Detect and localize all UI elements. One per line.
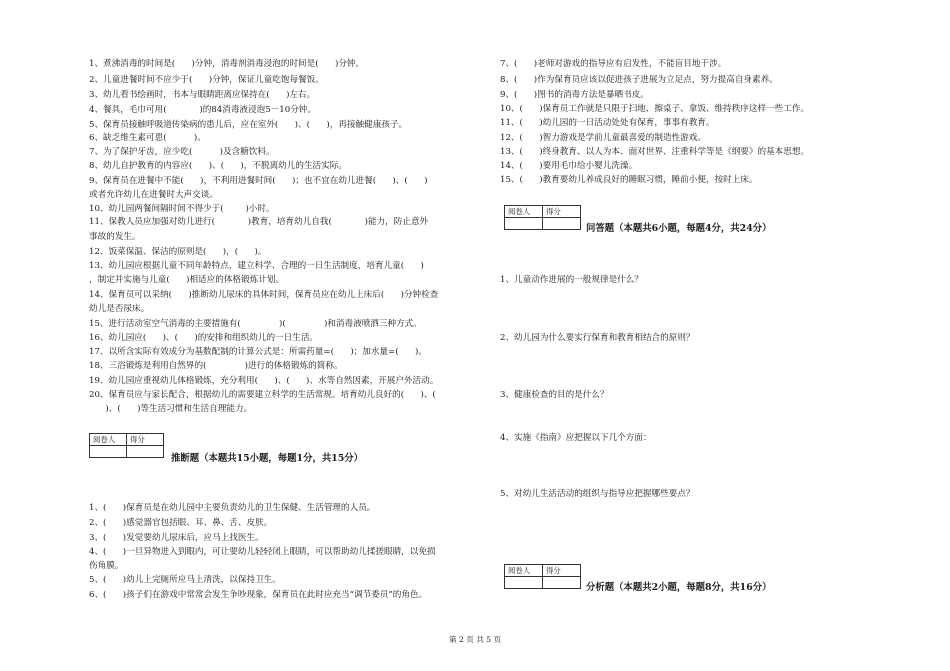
fill-question-14: 14、保育员可以采纳( )推断幼儿尿床的具体时间，保育员应在幼儿上床后( )分钟检查 (89, 290, 439, 300)
reviewer-label: 阅卷人 (505, 565, 543, 577)
fill-question-11-cont: 事故的发生。 (89, 232, 141, 242)
fill-question-10: 10、幼儿园两餐间隔时间不得少于( )小时。 (89, 204, 275, 214)
score-label: 得分 (543, 206, 581, 218)
score-box-qa (504, 205, 581, 230)
analysis-section-title: 分析题（本题共2小题，每题8分，共16分） (586, 582, 772, 593)
judge-question-2: 2、( )感觉器官包括眼、耳、鼻、舌、皮肤。 (89, 518, 273, 528)
judge-question-3: 3、( )发觉要幼儿尿床后，应马上找医生。 (89, 533, 264, 543)
fill-question-9: 9、保育员在进餐中不能( )，不利用进餐时间( )；也不宜在幼儿进餐( )、( ) (89, 176, 428, 186)
fill-question-18: 18、三浴锻炼是利用自然界的( )进行的体格锻炼的简称。 (89, 361, 343, 371)
qa-question-4: 4、实施《指南》应把握以下几个方面： (500, 433, 652, 443)
fill-question-1: 1、煮沸消毒的时间是( )分钟，消毒剂消毒浸泡的时间是( )分钟。 (89, 59, 365, 69)
fill-question-3: 3、幼儿看书绘画时，书本与眼睛距离应保持在( )左右。 (89, 90, 316, 100)
score-box-analysis (504, 564, 581, 589)
judge-question-6: 6、( )孩子们在游戏中常常会发生争吵现象，保育员在此时应充当“调节委员”的角色。 (89, 590, 428, 600)
judge-question-9: 9、( )图书的消毒方法是暴晒书皮。 (500, 90, 649, 100)
score-cell[interactable] (543, 577, 581, 589)
fill-question-14-cont: 幼儿是否尿床。 (89, 304, 150, 314)
fill-question-2: 2、儿童进餐时间不应少于( )分钟，保证儿童吃饱每餐饭。 (89, 75, 324, 85)
reviewer-label: 阅卷人 (90, 434, 127, 446)
fill-question-9-cont: 或者允许幼儿在进餐时大声交谈。 (89, 190, 218, 200)
fill-question-8: 8、幼儿自护教育的内容应( )、( )，不脱离幼儿的生活实际。 (89, 161, 347, 171)
fill-question-20-cont: )、( )等生活习惯和生活自理能力。 (89, 404, 253, 414)
fill-question-7: 7、为了保护牙齿，应少吃( )及含糖饮料。 (89, 147, 275, 157)
fill-question-17: 17、以所含实际有效成分为基数配制的计算公式是：所需药量=( )；加水量=( )。 (89, 347, 427, 357)
page-footer: 第 2 页 共 5 页 (448, 635, 502, 644)
judge-question-4: 4、( )一旦异物进入到眼内，可让要幼儿轻轻闭上眼睛，可以帮助幼儿揉搓眼睛，以免损 (89, 547, 436, 557)
qa-question-1: 1、儿童动作进展的一般规律是什么？ (500, 275, 643, 285)
reviewer-cell[interactable] (90, 446, 127, 458)
fill-question-4: 4、餐具，毛巾可用( )的84消毒液浸泡5－10分钟。 (89, 105, 316, 115)
fill-question-6: 6、缺乏维生素可患( )。 (89, 133, 206, 143)
score-label: 得分 (543, 565, 581, 577)
fill-question-19: 19、幼儿园应重视幼儿体格锻炼，充分利用( )、( )、水等自然因素，开展户外活动。 (89, 376, 439, 386)
score-box-judge (89, 433, 164, 458)
judge-question-15: 15、( )教育要幼儿养成良好的睡眠习惯，睡前小便，按时上床。 (500, 175, 758, 185)
judge-section-title: 推断题（本题共15小题，每题1分，共15分） (171, 453, 363, 464)
qa-question-2: 2、幼儿园为什么要实行保育和教育相结合的原则？ (500, 333, 695, 343)
judge-question-4-cont: 伤角膜。 (89, 561, 124, 571)
fill-question-15: 15、进行活动室空气消毒的主要措施有( )( )和消毒液喷洒三种方式。 (89, 319, 422, 329)
qa-section-title: 问答题（本题共6小题，每题4分，共24分） (586, 223, 772, 234)
fill-question-20: 20、保育员应与家长配合，根据幼儿的需要建立科学的生活常规。培育幼儿良好的( )、( (89, 390, 436, 400)
judge-question-7: 7、( )老师对游戏的指导应有启发性，不能盲目地干涉。 (500, 59, 727, 69)
fill-question-12: 12、饭菜保温、保洁的原则是( )，( )。 (89, 247, 267, 257)
judge-question-5: 5、( )幼儿上完厕所应马上清洗，以保持卫生。 (89, 575, 281, 585)
judge-question-8: 8、( )作为保育员应该以促进孩子进展为立足点，努力提高自身素养。 (500, 75, 778, 85)
reviewer-cell[interactable] (505, 577, 543, 589)
score-cell[interactable] (127, 446, 164, 458)
fill-question-16: 16、幼儿园应( )、( )的安排和组织幼儿的一日生活。 (89, 333, 319, 343)
judge-question-10: 10、( )保育员工作就是只限于扫地、擦桌子、拿饭、维持秩序这样一些工作。 (500, 104, 810, 114)
judge-question-1: 1、( )保育员是在幼儿园中主要负责幼儿的卫生保健、生活管理的人员。 (89, 503, 376, 513)
judge-question-14: 14、( )要用毛巾给小婴儿洗澡。 (500, 161, 638, 171)
judge-question-13: 13、( )终身教育、以人为本、面对世界、注重科学等是《纲要》的基本思想。 (500, 147, 810, 157)
fill-question-13: 13、幼儿园应根据儿童不同年龄特点，建立科学、合理的一日生活制度，培育儿童( ) (89, 261, 424, 271)
fill-question-5: 5、保育员接触呼吸道传染病的患儿后，应在室外( )、( )，再接触健康孩子。 (89, 120, 408, 130)
fill-question-13-cont: ，制定并实施与儿童( )相适应的体格锻炼计划。 (89, 275, 284, 285)
judge-question-12: 12、( )智力游戏是学前儿童最喜爱的制造性游戏。 (500, 133, 706, 143)
score-label: 得分 (127, 434, 164, 446)
fill-question-11: 11、保教人员应加强对幼儿进行( )教育，培育幼儿自我( )能力，防止意外 (89, 217, 429, 227)
reviewer-label: 阅卷人 (505, 206, 543, 218)
score-cell[interactable] (543, 218, 581, 230)
qa-question-3: 3、健康检查的目的是什么？ (500, 390, 609, 400)
qa-question-5: 5、对幼儿生活活动的组织与指导应把握哪些要点？ (500, 489, 695, 499)
judge-question-11: 11、( )幼儿园的一日活动处处有保育，事事有教育。 (500, 118, 715, 128)
reviewer-cell[interactable] (505, 218, 543, 230)
